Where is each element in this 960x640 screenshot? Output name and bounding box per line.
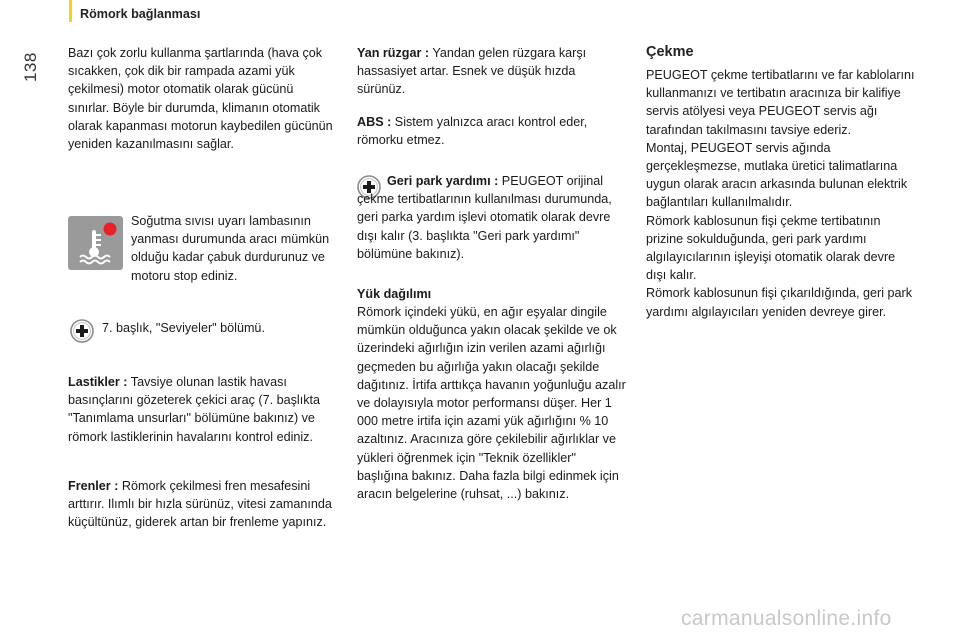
tyres-paragraph — [68, 373, 340, 446]
park-assist-paragraph — [357, 172, 625, 263]
coolant-warning-text: Soğutma sıvısı uyarı lambasının yanması durumunda aracı mümkün olduğu kadar çabuk durdurunuz ve motoru stop ediniz. — [131, 214, 330, 283]
towing-heading: Çekme — [646, 44, 694, 60]
page-number: 138 — [20, 52, 40, 83]
park-assist-text: PEUGEOT orijinal çekme tertibatlarının kullanılması durumunda, geri parka yardım işlevi otomatik olarak devre dışı kalır (3. başlıkta "Geri park yardımı" bölümüne bakınız). — [357, 174, 612, 261]
towing-text: PEUGEOT çekme tertibatlarını ve far kablolarını kullanmanızı ve tertibatın aracınıza bir kalifiye servis atölyesi veya PEUGEOT servis ağı tarafından takılmasını tavsiye ederiz. Montaj, PEUGEOT servis ağında gerçekleşmezse, mutlaka üretici talimatlarına uygun olarak aracın arkasında bulunan elektrik bağlantıları kullanılmalıdır. Römork kablosunun fişi çekme tertibatının prizine sokulduğunda, geri park yardımı algılayıcılarının işleyişi otomatik olarak devre dışı kalır. Römork kablosunun fişi çıkarıldığında, geri park yardımı algılayıcıları yeniden devreye girer. — [646, 68, 915, 319]
header-accent-bar — [69, 0, 72, 22]
brakes-label: Frenler : — [68, 479, 119, 493]
side-wind-label: Yan rüzgar : — [357, 46, 430, 60]
brakes-paragraph — [68, 477, 340, 532]
abs-text: Sistem yalnızca aracı kontrol eder, römorku etmez. — [357, 115, 588, 148]
abs-label: ABS : — [357, 115, 392, 129]
park-assist-label: Geri park yardımı : — [387, 174, 499, 188]
load-distribution-heading: Yük dağılımı — [357, 287, 432, 301]
load-distribution-text: Römork içindeki yükü, en ağır eşyalar dingile mümkün olduğunca yakın olacak şekilde ve ok üzerindeki ağırlığın izin verilen azami ağırlığı geçmeden bu ağırlığa yakın olacağı şekilde dağıtınız. İrtifa arttıkça havanın yoğunluğu azalır ve dolayısıyla motor performansı düşer. Her 1 000 metre irtifa için azami yük ağırlığını % 10 azaltınız. Aracınıza göre çekilebilir ağırlıklar ve yükleri öğrenmek için "Teknik özellikler" başlığına bakınız. Daha fazla bilgi edinmek için aracın belgelerine (ruhsat, ...) bakınız. — [357, 305, 626, 502]
tyres-text: Tavsiye olunan lastik havası basınçlarını gözeterek çekici araç (7. başlıkta "Tanımlama unsurları" bölümüne bakınız) ve römork lastiklerinin havalarını kontrol ediniz. — [68, 375, 320, 444]
intro-paragraph: Bazı çok zorlu kullanma şartlarında (hava çok sıcakken, çok dik bir rampada azami yük çekilmesi) motor otomatik olarak gücünü sınırlar. Böyle bir durumda, klimanın otomatik olarak kapanması motorun kaybedilen gücünün yeniden kazanılmasını sağlar. — [68, 46, 333, 152]
page-title: Römork bağlanması — [80, 7, 201, 21]
coolant-temperature-warning-icon — [68, 216, 123, 270]
abs-paragraph — [357, 113, 612, 149]
plus-info-icon — [70, 319, 94, 343]
tyres-label: Lastikler : — [68, 375, 128, 389]
levels-reference-text: 7. başlık, "Seviyeler" bölümü. — [102, 321, 265, 335]
watermark: carmanualsonline.info — [681, 607, 892, 630]
side-wind-text: Yandan gelen rüzgara karşı hassasiyet artar. Esnek ve düşük hızda sürünüz. — [357, 46, 587, 97]
side-wind-paragraph — [357, 44, 612, 99]
brakes-text: Römork çekilmesi fren mesafesini arttırır. Ilımlı bir hızla sürünüz, vitesi zamanında küçültünüz, giderek artan bir frenleme yapınız. — [68, 479, 332, 530]
